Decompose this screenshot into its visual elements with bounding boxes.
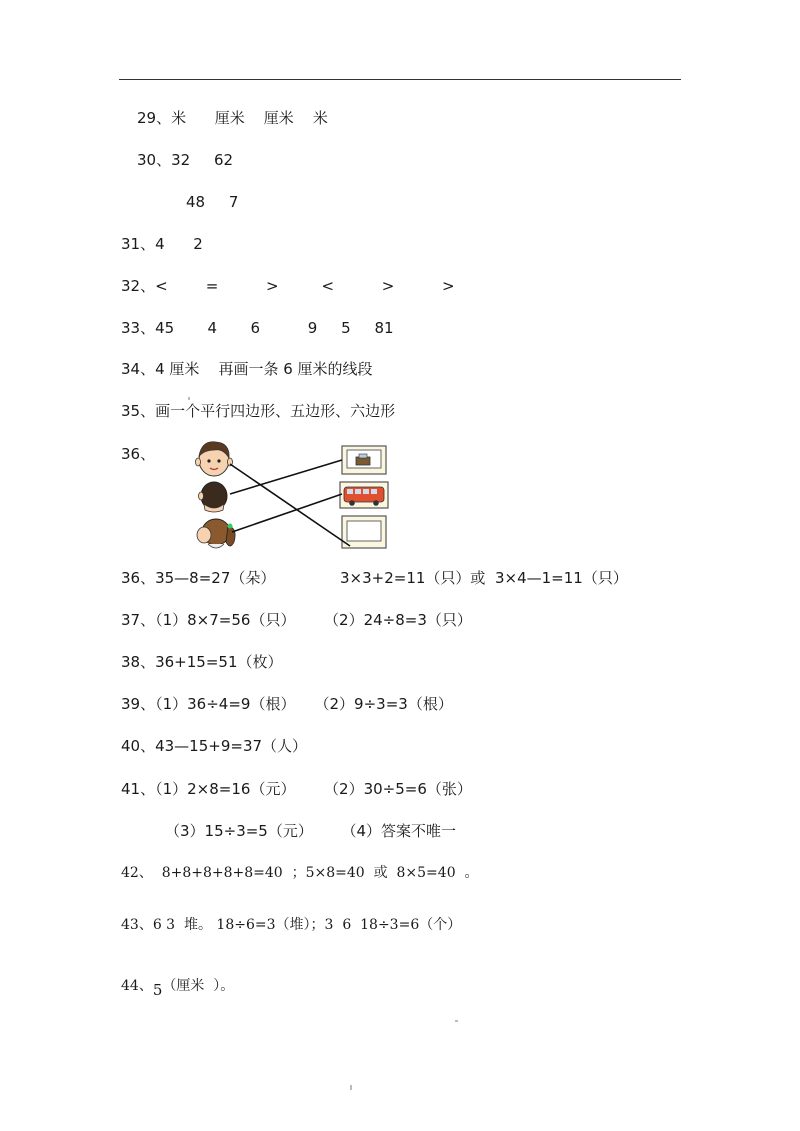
answer-43: 43、6 3 堆。 18÷6=3（堆）；3 6 18÷3=6（个） — [121, 917, 462, 933]
boy-face-icon — [196, 442, 233, 476]
answer-39: 39、（1）36÷4=9（根） （2）9÷3=3（根） — [121, 695, 453, 713]
answer-38: 38、36+15=51（枚） — [121, 653, 283, 671]
front-view-car-icon — [342, 446, 386, 474]
answer-41a: 41、（1）2×8=16（元） （2）30÷5=6（张） — [121, 780, 472, 798]
answer-44 — [121, 975, 235, 999]
answer-44-prefix: 44、 — [121, 978, 153, 994]
answer-33: 33、45 4 6 9 5 81 — [121, 319, 394, 337]
answer-40: 40、43—15+9=37（人） — [121, 737, 308, 755]
answer-36-label: 36、 — [121, 445, 156, 463]
answer-31: 31、4 2 — [121, 235, 203, 253]
answer-32: 32、< = > < > > — [121, 277, 455, 295]
answer-41b: （3）15÷3=5（元） （4）答案不唯一 — [165, 822, 457, 840]
scan-speck — [455, 1020, 458, 1022]
top-view-rectangle-icon — [342, 516, 386, 548]
header-rule — [119, 79, 681, 80]
answer-44-number: 5 — [152, 981, 163, 999]
boy-back-head-icon — [199, 482, 228, 512]
answer-30a: 30、32 62 — [137, 151, 234, 169]
answer-37: 37、（1）8×7=56（只） （2）24÷8=3（只） — [121, 611, 472, 629]
answer-42: 42、 8+8+8+8+8=40 ；5×8=40 或 8×5=40 。 — [121, 865, 479, 881]
matching-lines — [230, 460, 350, 546]
answer-35: 35、画一个平行四边形、五边形、六边形 — [121, 402, 396, 420]
scan-speck — [188, 397, 190, 400]
answer-44-suffix: （厘米 ）。 — [162, 978, 235, 994]
answer-29: 29、米 厘米 厘米 米 — [137, 109, 328, 127]
scan-speck — [350, 1085, 352, 1090]
answer-36b: 3×3+2=11（只）或 3×4—1=11（只） — [340, 569, 628, 587]
answer-34: 34、4 厘米 再画一条 6 厘米的线段 — [121, 360, 373, 378]
answer-30b: 48 7 — [186, 193, 239, 211]
girl-side-head-icon — [197, 519, 235, 548]
matching-figure — [190, 438, 400, 556]
answer-36a: 36、35—8=27（朵） — [121, 569, 276, 587]
side-view-bus-icon — [340, 482, 388, 508]
